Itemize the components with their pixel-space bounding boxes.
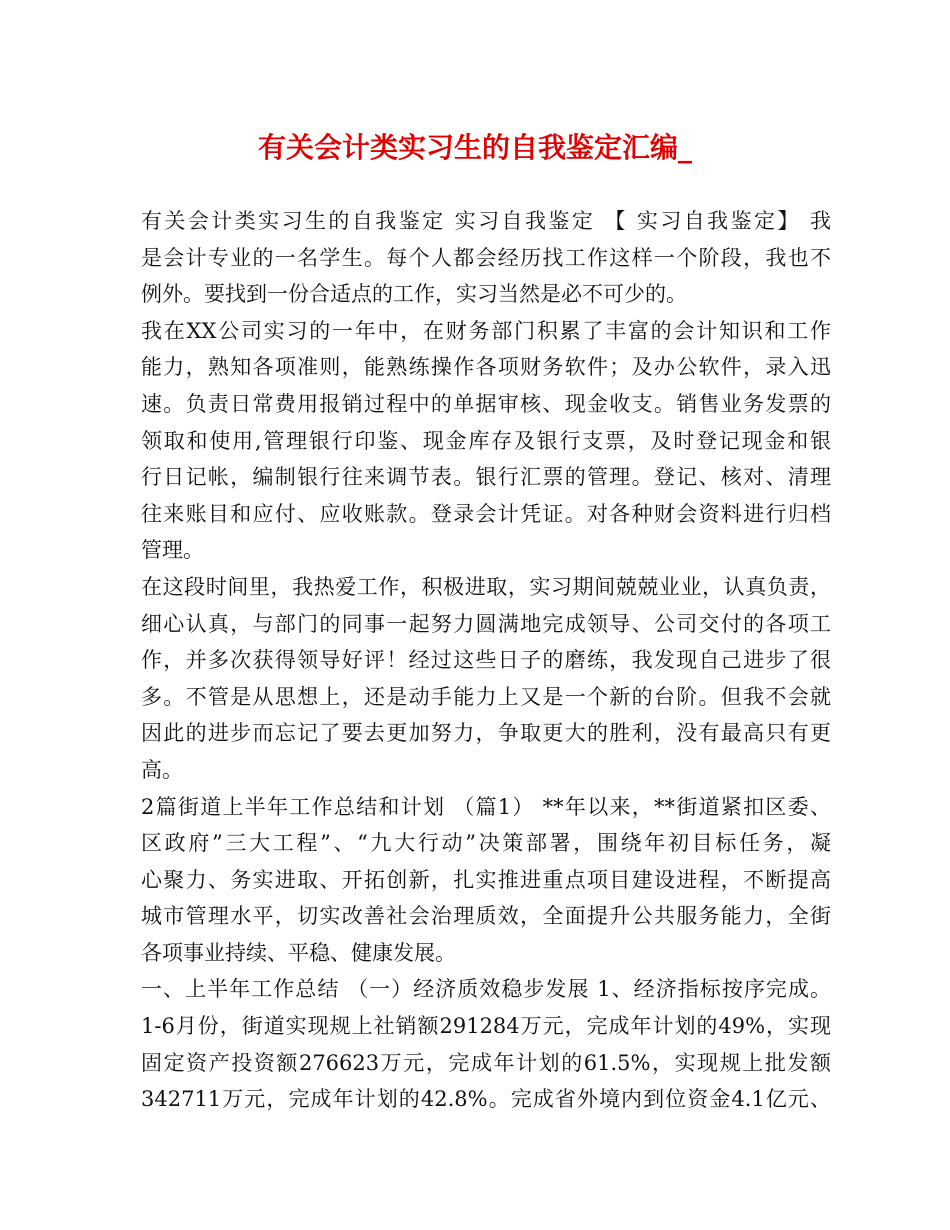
document-title: 有关会计类实习生的自我鉴定汇编_ (257, 131, 692, 164)
body-line: 一、上半年工作总结 （一）经济质效稳步发展 1、经济指标按序完成。 (141, 977, 831, 1002)
body-line: 管理。 (141, 538, 204, 563)
body-line: 342711万元，完成年计划的42.8%。完成省外境内到位资金4.1亿元、 (141, 1087, 831, 1112)
body-line: 细心认真，与部门的同事一起努力圆满地完成领导、公司交付的各项工 (141, 611, 831, 636)
body-line: 有关会计类实习生的自我鉴定 实习自我鉴定 【 实习自我鉴定】 我 (141, 209, 831, 233)
body-line: 行日记帐，编制银行往来调节表。银行汇票的管理。登记、核对、清理 (141, 465, 831, 490)
body-line: 是会计专业的一名学生。每个人都会经历找工作这样一个阶段，我也不 (141, 245, 831, 270)
body-line: 各项事业持续、平稳、健康发展。 (141, 940, 456, 965)
body-line: 速。负责日常费用报销过程中的单据审核、现金收支。销售业务发票的 (141, 391, 831, 416)
body-line: 我在XX公司实习的一年中，在财务部门积累了丰富的会计知识和工作 (141, 318, 831, 343)
body-line: 能力，熟知各项准则，能熟练操作各项财务软件；及办公软件，录入迅 (141, 355, 831, 380)
body-line: 作，并多次获得领导好评！经过这些日子的磨练，我发现自己进步了很 (141, 648, 831, 673)
body-line: 高。 (141, 757, 183, 782)
body-line: 心聚力、务实进取、开拓创新，扎实推进重点项目建设进程，不断提高 (141, 867, 831, 892)
document-body (141, 203, 831, 1118)
body-line: 区政府”三大工程”、“九大行动”决策部署，围绕年初目标任务，凝 (141, 831, 831, 856)
body-line: 往来账目和应付、应收账款。登录会计凭证。对各种财会资料进行归档 (141, 501, 831, 526)
body-line: 例外。要找到一份合适点的工作，实习当然是必不可少的。 (141, 282, 687, 307)
body-line: 城市管理水平，切实改善社会治理质效，全面提升公共服务能力，全街 (141, 904, 831, 929)
body-line: 领取和使用,管理银行印鉴、现金库存及银行支票，及时登记现金和银 (141, 428, 831, 453)
body-line: 因此的进步而忘记了要去更加努力，争取更大的胜利，没有最高只有更 (141, 721, 831, 746)
body-line: 多。不管是从思想上，还是动手能力上又是一个新的台阶。但我不会就 (141, 684, 831, 709)
body-line: 在这段时间里，我热爱工作，积极进取，实习期间兢兢业业，认真负责， (141, 574, 831, 599)
body-line: 2篇街道上半年工作总结和计划 （篇1） **年以来，**街道紧扣区委、 (141, 794, 831, 819)
body-line: 固定资产投资额276623万元，完成年计划的61.5%，实现规上批发额 (141, 1050, 831, 1075)
body-line: 1-6月份，街道实现规上社销额291284万元，完成年计划的49%，实现 (141, 1014, 831, 1039)
